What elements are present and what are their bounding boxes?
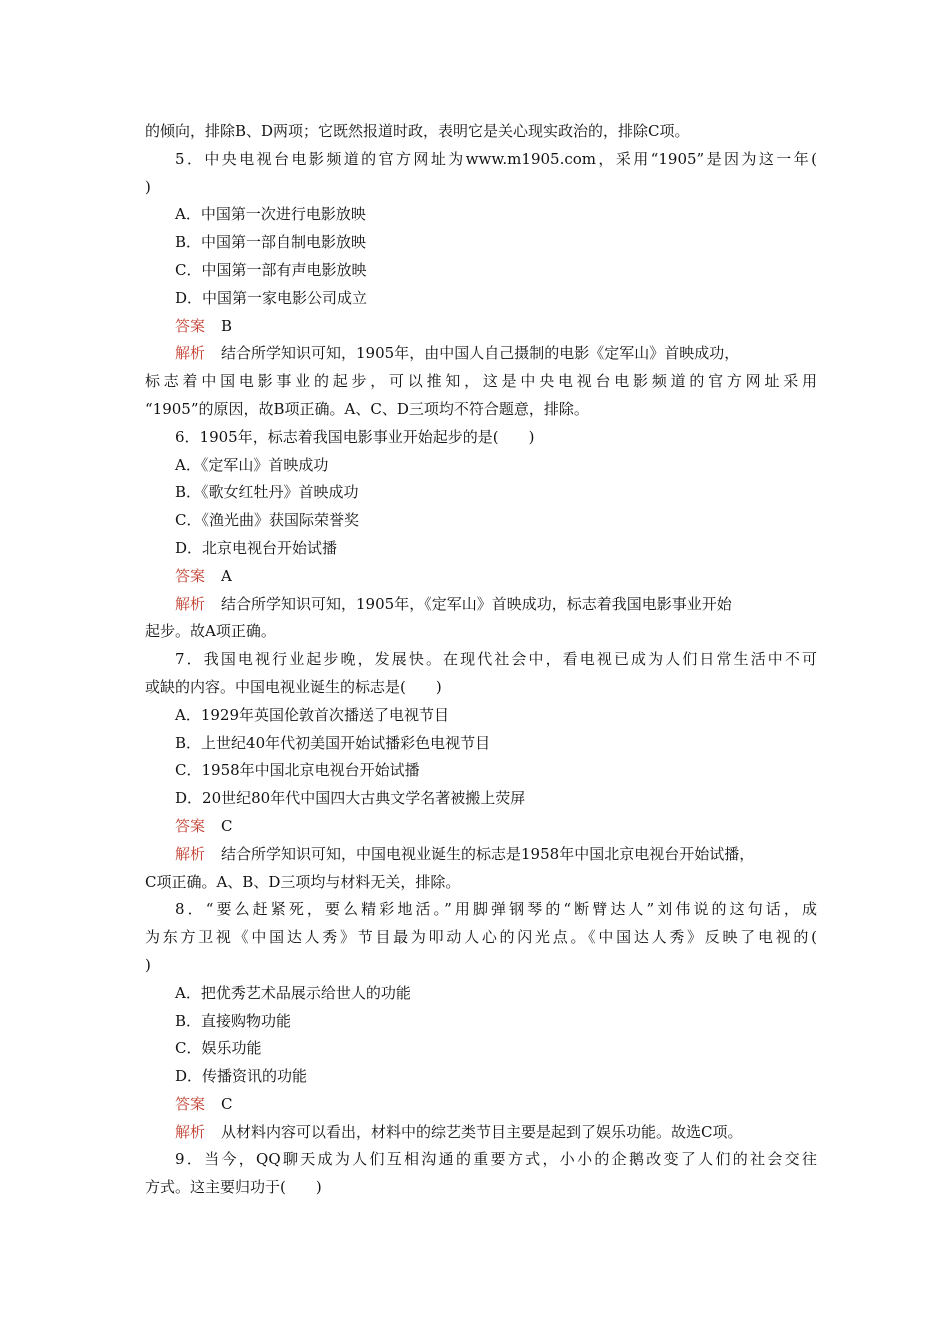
question-8-option-d: D．传播资讯的功能 (175, 1067, 308, 1086)
question-6-option-c: C．《渔光曲》获国际荣誉奖 (175, 511, 359, 530)
question-7-answer (145, 813, 817, 841)
question-8-stem-end: ) (145, 955, 151, 974)
analysis-label: 解析 (175, 594, 206, 613)
question-5-option-a: A．中国第一次进行电影放映 (175, 205, 366, 224)
answer-value: C (221, 1094, 233, 1113)
analysis-label: 解析 (175, 1122, 206, 1141)
answer-value: C (221, 816, 233, 835)
question-8-stem-cont: 为东方卫视《中国达人秀》节目最为叩动人心的闪光点。《中国达人秀》反映了电视的( (145, 928, 817, 947)
question-8-option-c: C．娱乐功能 (175, 1039, 262, 1058)
question-7-analysis-end: C项正确。A、B、D三项均与材料无关，排除。 (145, 872, 461, 891)
question-8-answer (145, 1091, 817, 1119)
question-6-option-b: B．《歌女红牡丹》首映成功 (175, 483, 359, 502)
answer-value: B (221, 316, 233, 335)
answer-label: 答案 (175, 566, 206, 585)
question-6-option-a: A．《定军山》首映成功 (175, 455, 329, 474)
question-7-stem: 7．我国电视行业起步晚，发展快。在现代社会中，看电视已成为人们日常生活中不可 (175, 650, 817, 669)
question-5-option-c: C．中国第一部有声电影放映 (175, 260, 367, 279)
analysis-label: 解析 (175, 844, 206, 863)
answer-value: A (221, 566, 232, 585)
answer-label: 答案 (175, 816, 206, 835)
question-5-option-b: B．中国第一部自制电影放映 (175, 233, 367, 252)
question-6-answer (145, 563, 817, 591)
question-5-analysis: 解析 结合所学知识可知，1905年，由中国人自己摄制的电影《定军山》首映成功， (175, 344, 740, 363)
question-8-analysis: 解析 从材料内容可以看出，材料中的综艺类节目主要是起到了娱乐功能。故选C项。 (175, 1122, 743, 1141)
question-7-stem-cont: 或缺的内容。中国电视业诞生的标志是( ) (145, 677, 442, 696)
question-7-option-a: A．1929年英国伦敦首次播送了电视节目 (175, 705, 450, 724)
question-5-stem: 5．中央电视台电影频道的官方网址为www.m1905.com，采用“1905”是因为这一年( (175, 149, 817, 168)
question-6-analysis: 解析 结合所学知识可知，1905年，《定军山》首映成功，标志着我国电影事业开始 (175, 594, 732, 613)
analysis-label: 解析 (175, 344, 206, 363)
question-5-analysis-end: “1905”的原因，故B项正确。A、C、D三项均不符合题意，排除。 (145, 399, 589, 418)
question-6-option-d: D．北京电视台开始试播 (175, 538, 338, 557)
question-5-stem-cont: ) (145, 177, 151, 196)
question-5-option-d: D．中国第一家电影公司成立 (175, 288, 368, 307)
question-7-option-c: C．1958年中国北京电视台开始试播 (175, 761, 420, 780)
question-8-stem: 8．“要么赶紧死，要么精彩地活。”用脚弹钢琴的“断臂达人”刘伟说的这句话，成 (175, 900, 817, 919)
answer-label: 答案 (175, 316, 206, 335)
question-9-stem-cont: 方式。这主要归功于( ) (145, 1178, 322, 1197)
question-9-stem: 9．当今，QQ聊天成为人们互相沟通的重要方式，小小的企鹅改变了人们的社会交往 (175, 1150, 817, 1169)
question-5-answer (145, 313, 817, 341)
question-5-analysis-cont: 标志着中国电影事业的起步，可以推知，这是中央电视台电影频道的官方网址采用 (145, 372, 817, 391)
question-7-analysis: 解析 结合所学知识可知，中国电视业诞生的标志是1958年中国北京电视台开始试播， (175, 844, 755, 863)
carry-over-text: 的倾向，排除B、D两项；它既然报道时政，表明它是关心现实政治的，排除C项。 (145, 122, 690, 140)
question-8-option-b: B．直接购物功能 (175, 1011, 292, 1030)
question-7-option-b: B．上世纪40年代初美国开始试播彩色电视节目 (175, 733, 491, 752)
question-6-stem: 6．1905年，标志着我国电影事业开始起步的是( ) (175, 427, 535, 446)
question-6-analysis-end: 起步。故A项正确。 (145, 622, 276, 641)
document-body (145, 118, 817, 1202)
question-8-option-a: A．把优秀艺术品展示给世人的功能 (175, 983, 411, 1002)
question-7-option-d: D．20世纪80年代中国四大古典文学名著被搬上荧屏 (175, 789, 526, 808)
answer-label: 答案 (175, 1094, 206, 1113)
